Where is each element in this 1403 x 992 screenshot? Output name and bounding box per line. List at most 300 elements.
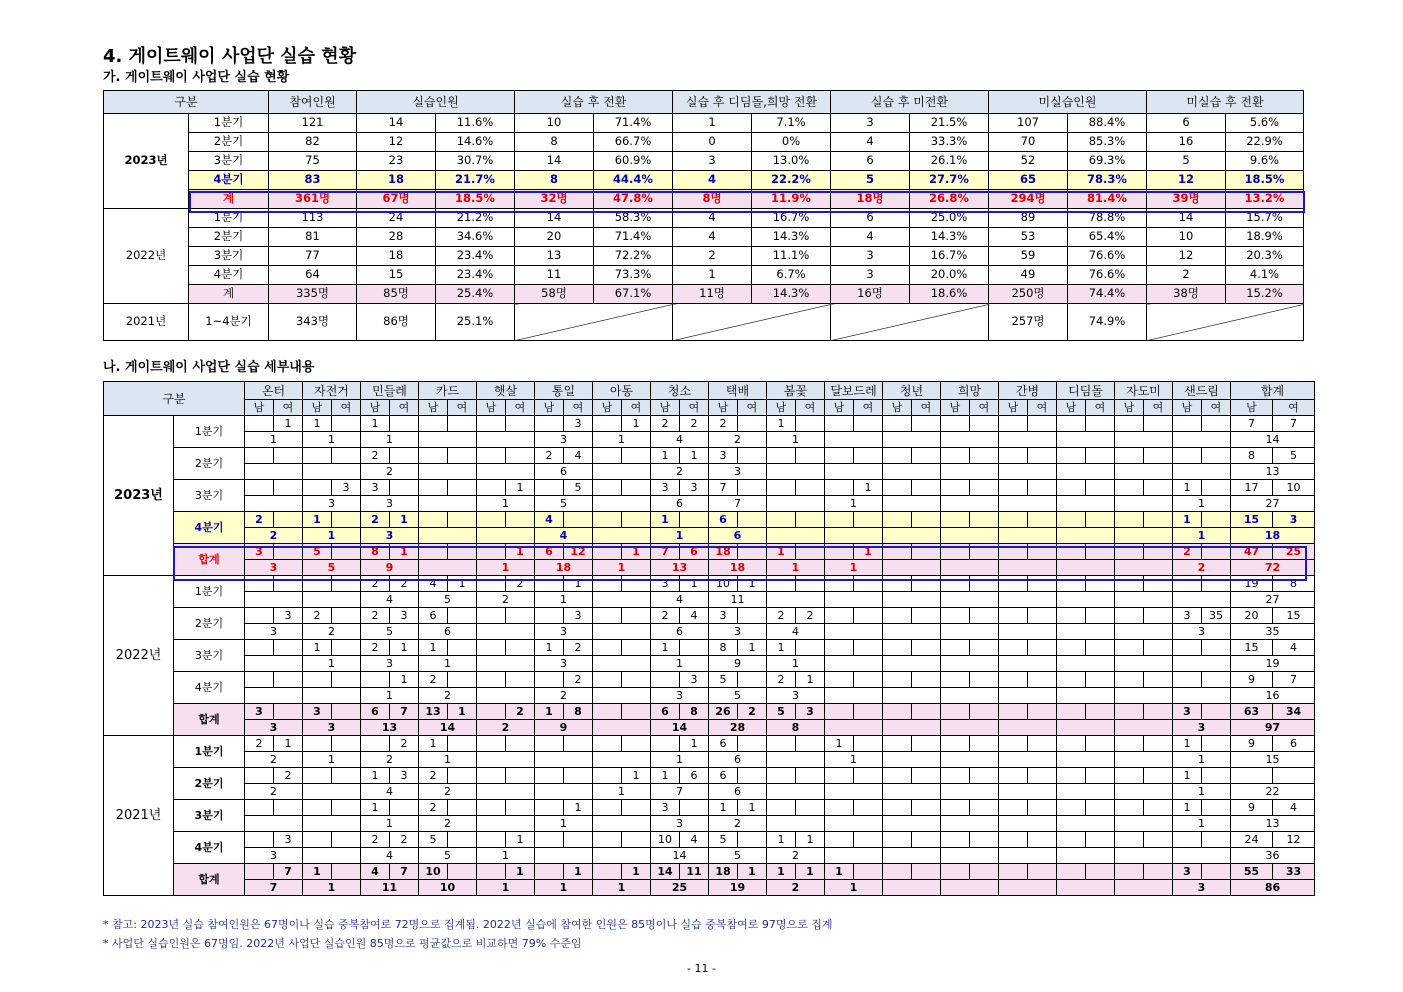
gender-female-header: 여: [622, 400, 651, 416]
detail-cell-top: [274, 480, 303, 496]
detail-cell-top: [1086, 800, 1115, 816]
detail-cell-top: 3: [709, 448, 738, 464]
detail-cell-top: [564, 512, 593, 528]
summary-year-cell: 2022년: [104, 209, 189, 304]
detail-cell-bottom: 5: [709, 848, 767, 864]
detail-cell-bottom: 1: [419, 752, 477, 768]
detail-cell-bottom: [1057, 656, 1115, 672]
summary-cell: 1: [673, 266, 752, 285]
detail-cell-top: [883, 768, 912, 784]
detail-cell-top: [448, 480, 477, 496]
detail-cell-bottom: [1057, 848, 1115, 864]
summary-cell: 11.1%: [752, 247, 831, 266]
summary-cell: 67.1%: [594, 285, 673, 304]
detail-cell-top: [912, 576, 941, 592]
detail-cell-bottom: 8: [767, 720, 825, 736]
detail-cell-bottom: [999, 464, 1057, 480]
detail-cell-top: [593, 832, 622, 848]
summary-row: [104, 114, 1304, 133]
detail-cell-top: [506, 448, 535, 464]
detail-cell-top: [593, 448, 622, 464]
detail-cell-top: [245, 832, 274, 848]
detail-cell-bottom: [999, 592, 1057, 608]
detail-cell-top: [535, 800, 564, 816]
detail-row-top: [104, 704, 1315, 720]
summary-cell: 4.1%: [1226, 266, 1304, 285]
detail-cell-top: [593, 672, 622, 688]
detail-cell-bottom: 3: [1173, 720, 1231, 736]
detail-cell-bottom: [1057, 432, 1115, 448]
detail-cell-bottom: 86: [1231, 880, 1315, 896]
detail-cell-top: [1028, 576, 1057, 592]
summary-cell: 4: [831, 228, 910, 247]
detail-cell-top: [535, 768, 564, 784]
detail-cell-top: [593, 608, 622, 624]
detail-cell-top: 2: [651, 608, 680, 624]
summary-cell: 88.4%: [1068, 114, 1147, 133]
detail-cell-top: [593, 768, 622, 784]
detail-cell-top: [622, 608, 651, 624]
summary-cell: 23.4%: [436, 247, 515, 266]
detail-cell-top: [1173, 640, 1202, 656]
detail-cell-top: [1173, 832, 1202, 848]
detail-cell-bottom: [1115, 624, 1173, 640]
summary-cell: 13: [515, 247, 594, 266]
detail-cell-top: [1144, 416, 1173, 432]
detail-cell-bottom: [593, 848, 651, 864]
summary-cell: 60.9%: [594, 152, 673, 171]
detail-cell-bottom: [941, 848, 999, 864]
detail-quarter-label: 4분기: [174, 512, 245, 544]
detail-cell-top: 8: [564, 704, 593, 720]
gender-male-header: 남: [593, 400, 622, 416]
detail-cell-top: 2: [361, 576, 390, 592]
detail-cell-top: [1202, 544, 1231, 560]
detail-row-top: [104, 640, 1315, 656]
detail-cell-top: 1: [506, 480, 535, 496]
summary-row: [104, 209, 1304, 228]
detail-cell-bottom: 1: [303, 656, 361, 672]
summary-cell: 70: [989, 133, 1068, 152]
detail-quarter-label: 합계: [174, 704, 245, 736]
detail-cell-top: 1: [738, 864, 767, 880]
detail-cell-top: 7: [1273, 672, 1315, 688]
detail-row-bottom: [104, 528, 1315, 544]
detail-quarter-label: 3분기: [174, 640, 245, 672]
detail-cell-top: 10: [709, 576, 738, 592]
detail-cell-bottom: [1115, 496, 1173, 512]
summary-cell: 71.4%: [594, 114, 673, 133]
summary-cell: 113: [269, 209, 357, 228]
detail-cell-top: [1115, 832, 1144, 848]
note-2: * 사업단 실습인원은 67명임. 2022년 사업단 실습인원 85명으로 평균값으로 비교하면 79% 수준임: [103, 937, 582, 950]
detail-cell-top: 2: [1173, 544, 1202, 560]
detail-cell-top: [1028, 736, 1057, 752]
summary-cell: 82: [269, 133, 357, 152]
detail-cell-bottom: 6: [535, 464, 593, 480]
detail-cell-top: [332, 800, 361, 816]
summary-cell: 25.1%: [436, 304, 515, 341]
summary-cell: 12: [1147, 171, 1226, 190]
detail-category-header: 민들레: [361, 382, 419, 400]
detail-year-cell: 2022년: [104, 576, 174, 736]
detail-cell-bottom: 1: [477, 880, 535, 896]
detail-cell-top: 2: [680, 416, 709, 432]
detail-cell-top: [970, 544, 999, 560]
detail-cell-bottom: 1: [593, 432, 651, 448]
detail-cell-bottom: 1: [825, 496, 883, 512]
detail-cell-bottom: [1173, 688, 1231, 704]
summary-cell: 11명: [673, 285, 752, 304]
detail-cell-top: [1028, 864, 1057, 880]
detail-cell-top: 1: [767, 832, 796, 848]
detail-cell-bottom: 14: [651, 720, 709, 736]
detail-quarter-label: 2분기: [174, 768, 245, 800]
subsection-b-title: 나. 게이트웨이 사업단 실습 세부내용: [103, 360, 315, 375]
detail-cell-top: [535, 832, 564, 848]
detail-cell-top: [883, 736, 912, 752]
detail-cell-top: 3: [303, 704, 332, 720]
detail-cell-bottom: 27: [1231, 496, 1315, 512]
summary-cell: 34.6%: [436, 228, 515, 247]
detail-cell-bottom: 3: [361, 528, 419, 544]
detail-cell-top: [361, 736, 390, 752]
detail-cell-top: [448, 800, 477, 816]
detail-cell-top: [1057, 640, 1086, 656]
detail-cell-bottom: [883, 432, 941, 448]
detail-cell-bottom: [999, 496, 1057, 512]
detail-cell-bottom: [883, 816, 941, 832]
detail-cell-bottom: [999, 656, 1057, 672]
detail-cell-top: [767, 768, 796, 784]
detail-cell-top: 2: [361, 448, 390, 464]
detail-cell-top: [477, 672, 506, 688]
detail-cell-top: 2: [361, 832, 390, 848]
detail-cell-top: [477, 608, 506, 624]
gender-male-header: 남: [419, 400, 448, 416]
detail-cell-top: 18: [709, 544, 738, 560]
detail-cell-bottom: [1057, 496, 1115, 512]
detail-cell-top: 1: [796, 832, 825, 848]
detail-cell-top: [912, 512, 941, 528]
detail-cell-top: 55: [1231, 864, 1273, 880]
detail-row-bottom: [104, 784, 1315, 800]
detail-cell-top: [1115, 544, 1144, 560]
detail-cell-bottom: 5: [419, 848, 477, 864]
detail-cell-top: [883, 800, 912, 816]
detail-cell-top: [245, 768, 274, 784]
detail-cell-bottom: 7: [651, 784, 709, 800]
detail-cell-bottom: [883, 528, 941, 544]
detail-cell-bottom: [999, 720, 1057, 736]
detail-cell-bottom: [245, 656, 303, 672]
detail-cell-bottom: 9: [709, 656, 767, 672]
detail-cell-bottom: 2: [767, 880, 825, 896]
gender-female-header: 여: [448, 400, 477, 416]
detail-cell-top: 2: [535, 448, 564, 464]
detail-cell-top: [506, 768, 535, 784]
detail-cell-top: [738, 608, 767, 624]
detail-cell-bottom: 4: [361, 848, 419, 864]
detail-cell-top: 2: [709, 416, 738, 432]
detail-cell-top: [970, 800, 999, 816]
detail-cell-top: 4: [564, 448, 593, 464]
detail-cell-top: 24: [1231, 832, 1273, 848]
detail-cell-top: [390, 800, 419, 816]
detail-cell-top: [825, 800, 854, 816]
summary-header-cell: 실습 후 전환: [515, 91, 673, 114]
detail-cell-top: [825, 608, 854, 624]
detail-cell-bottom: 2: [361, 752, 419, 768]
detail-cell-bottom: [999, 752, 1057, 768]
detail-cell-bottom: [303, 688, 361, 704]
detail-cell-top: 2: [245, 736, 274, 752]
detail-cell-bottom: [1115, 752, 1173, 768]
detail-cell-bottom: 2: [245, 784, 303, 800]
summary-cell: 21.2%: [436, 209, 515, 228]
detail-cell-top: 6: [361, 704, 390, 720]
summary-cell: 58.3%: [594, 209, 673, 228]
detail-cell-top: 7: [1273, 416, 1315, 432]
detail-category-header: 카드: [419, 382, 477, 400]
detail-category-header: 봄꽃: [767, 382, 825, 400]
detail-cell-top: [535, 736, 564, 752]
summary-cell: 73.3%: [594, 266, 673, 285]
summary-cell: 5: [831, 171, 910, 190]
summary-cell: 10: [1147, 228, 1226, 247]
detail-category-header: 샌드림: [1173, 382, 1231, 400]
detail-cell-bottom: [593, 528, 651, 544]
gender-male-header: 남: [361, 400, 390, 416]
summary-cell: 15: [357, 266, 436, 285]
detail-cell-top: [941, 544, 970, 560]
detail-cell-bottom: [883, 720, 941, 736]
summary-quarter-label: 4분기: [189, 266, 269, 285]
detail-cell-top: [1028, 768, 1057, 784]
detail-cell-top: [593, 736, 622, 752]
detail-cell-bottom: 1: [303, 432, 361, 448]
detail-category-header: 간병: [999, 382, 1057, 400]
detail-cell-top: [448, 608, 477, 624]
summary-cell: 5.6%: [1226, 114, 1304, 133]
detail-cell-bottom: 1: [825, 752, 883, 768]
detail-cell-top: [332, 512, 361, 528]
detail-cell-bottom: 18: [709, 560, 767, 576]
summary-cell: 18.5%: [436, 190, 515, 209]
detail-cell-top: [970, 704, 999, 720]
detail-cell-bottom: 6: [709, 528, 767, 544]
detail-cell-top: [1202, 864, 1231, 880]
summary-year-cell: 2023년: [104, 114, 189, 209]
detail-cell-top: [1057, 672, 1086, 688]
detail-year-cell: 2021년: [104, 736, 174, 896]
detail-cell-bottom: 72: [1231, 560, 1315, 576]
detail-cell-top: [796, 640, 825, 656]
detail-cell-top: [912, 480, 941, 496]
detail-cell-bottom: [999, 816, 1057, 832]
gender-male-header: 남: [245, 400, 274, 416]
detail-cell-top: 7: [709, 480, 738, 496]
summary-header-cell: 실습 후 미전환: [831, 91, 989, 114]
detail-cell-bottom: 3: [1173, 624, 1231, 640]
detail-cell-bottom: [941, 720, 999, 736]
detail-cell-bottom: [1115, 592, 1173, 608]
detail-cell-top: 63: [1231, 704, 1273, 720]
summary-cell: 6.7%: [752, 266, 831, 285]
detail-category-header: 통일: [535, 382, 593, 400]
detail-cell-bottom: [593, 816, 651, 832]
detail-cell-bottom: [1057, 528, 1115, 544]
detail-cell-top: 7: [390, 864, 419, 880]
detail-cell-top: [912, 800, 941, 816]
detail-cell-bottom: 14: [651, 848, 709, 864]
detail-cell-top: [622, 576, 651, 592]
detail-cell-top: [1115, 512, 1144, 528]
detail-cell-top: [999, 704, 1028, 720]
summary-cell: 15.7%: [1226, 209, 1304, 228]
summary-cell: 343명: [269, 304, 357, 341]
detail-quarter-label: 합계: [174, 864, 245, 896]
summary-cell: 14.3%: [752, 285, 831, 304]
detail-cell-top: [912, 640, 941, 656]
detail-cell-bottom: [767, 528, 825, 544]
summary-cell: 23.4%: [436, 266, 515, 285]
detail-cell-bottom: [1115, 656, 1173, 672]
detail-cell-top: [245, 416, 274, 432]
detail-cell-top: 1: [535, 640, 564, 656]
detail-cell-top: 9: [1231, 736, 1273, 752]
detail-cell-top: [593, 416, 622, 432]
detail-row-bottom: [104, 880, 1315, 896]
detail-category-header: 자전거: [303, 382, 361, 400]
detail-cell-top: 6: [1273, 736, 1315, 752]
detail-cell-bottom: [941, 784, 999, 800]
summary-quarter-label: 3분기: [189, 152, 269, 171]
detail-cell-top: [245, 480, 274, 496]
detail-cell-top: [274, 640, 303, 656]
detail-cell-top: [1028, 640, 1057, 656]
detail-cell-top: 1: [825, 864, 854, 880]
detail-cell-top: 15: [1231, 512, 1273, 528]
detail-cell-bottom: 1: [1173, 528, 1231, 544]
summary-cell: 81: [269, 228, 357, 247]
detail-row-bottom: [104, 848, 1315, 864]
detail-cell-bottom: [999, 688, 1057, 704]
detail-cell-top: [274, 800, 303, 816]
summary-cell: 335명: [269, 285, 357, 304]
detail-cell-bottom: [477, 528, 535, 544]
detail-cell-top: 1: [680, 448, 709, 464]
detail-cell-top: 35: [1202, 608, 1231, 624]
detail-cell-top: 2: [506, 576, 535, 592]
detail-cell-bottom: [593, 656, 651, 672]
detail-cell-top: [912, 736, 941, 752]
detail-cell-bottom: 1: [1173, 496, 1231, 512]
detail-cell-top: [854, 704, 883, 720]
detail-cell-bottom: 2: [245, 528, 303, 544]
detail-cell-top: 1: [738, 800, 767, 816]
detail-quarter-label: 3분기: [174, 800, 245, 832]
detail-cell-top: [796, 480, 825, 496]
detail-row-bottom: [104, 816, 1315, 832]
detail-cell-top: [999, 832, 1028, 848]
detail-cell-top: [941, 576, 970, 592]
detail-cell-top: [738, 736, 767, 752]
summary-cell: 14: [515, 209, 594, 228]
detail-cell-bottom: [477, 432, 535, 448]
summary-cell: 20.0%: [910, 266, 989, 285]
summary-cell: 4: [673, 228, 752, 247]
detail-cell-top: [506, 608, 535, 624]
detail-cell-top: 12: [1273, 832, 1315, 848]
detail-cell-bottom: 1: [651, 752, 709, 768]
detail-cell-bottom: 1: [303, 752, 361, 768]
detail-cell-top: [970, 608, 999, 624]
summary-cell: 14.6%: [436, 133, 515, 152]
detail-cell-top: [332, 704, 361, 720]
detail-cell-bottom: 3: [709, 464, 767, 480]
detail-cell-top: [767, 736, 796, 752]
detail-cell-top: [622, 448, 651, 464]
summary-cell: 1: [673, 114, 752, 133]
detail-cell-bottom: 3: [361, 496, 419, 512]
detail-cell-bottom: [593, 592, 651, 608]
summary-cell: 15.2%: [1226, 285, 1304, 304]
detail-cell-top: [941, 416, 970, 432]
detail-cell-top: [999, 736, 1028, 752]
detail-cell-bottom: 6: [651, 624, 709, 640]
detail-cell-top: 14: [651, 864, 680, 880]
detail-cell-top: 3: [245, 544, 274, 560]
detail-cell-bottom: 1: [361, 816, 419, 832]
detail-cell-top: 6: [709, 736, 738, 752]
detail-cell-top: [1086, 640, 1115, 656]
detail-quarter-label: 합계: [174, 544, 245, 576]
gender-male-header: 남: [1231, 400, 1273, 416]
detail-cell-bottom: [941, 432, 999, 448]
detail-cell-top: [1115, 480, 1144, 496]
detail-cell-top: 1: [361, 800, 390, 816]
detail-cell-top: [941, 768, 970, 784]
detail-cell-top: [477, 704, 506, 720]
detail-cell-top: 1: [564, 864, 593, 880]
detail-cell-top: 5: [709, 672, 738, 688]
detail-cell-bottom: 3: [535, 432, 593, 448]
summary-cell: 28: [357, 228, 436, 247]
summary-quarter-label: 계: [189, 285, 269, 304]
detail-cell-top: [1273, 768, 1315, 784]
detail-cell-bottom: [825, 848, 883, 864]
summary-cell: 65: [989, 171, 1068, 190]
detail-cell-top: [622, 672, 651, 688]
detail-category-header: 희망: [941, 382, 999, 400]
detail-cell-top: [622, 736, 651, 752]
detail-row-top: [104, 576, 1315, 592]
detail-cell-top: 25: [1273, 544, 1315, 560]
detail-cell-bottom: [419, 464, 477, 480]
detail-cell-top: [332, 448, 361, 464]
detail-cell-bottom: 1: [535, 816, 593, 832]
gender-male-header: 남: [1173, 400, 1202, 416]
summary-cell: 22.9%: [1226, 133, 1304, 152]
detail-cell-top: 1: [622, 768, 651, 784]
summary-cell: 81.4%: [1068, 190, 1147, 209]
detail-cell-top: [941, 448, 970, 464]
summary-cell: [831, 304, 989, 341]
detail-cell-top: 6: [651, 704, 680, 720]
detail-cell-bottom: 16: [1231, 688, 1315, 704]
detail-cell-top: [303, 800, 332, 816]
